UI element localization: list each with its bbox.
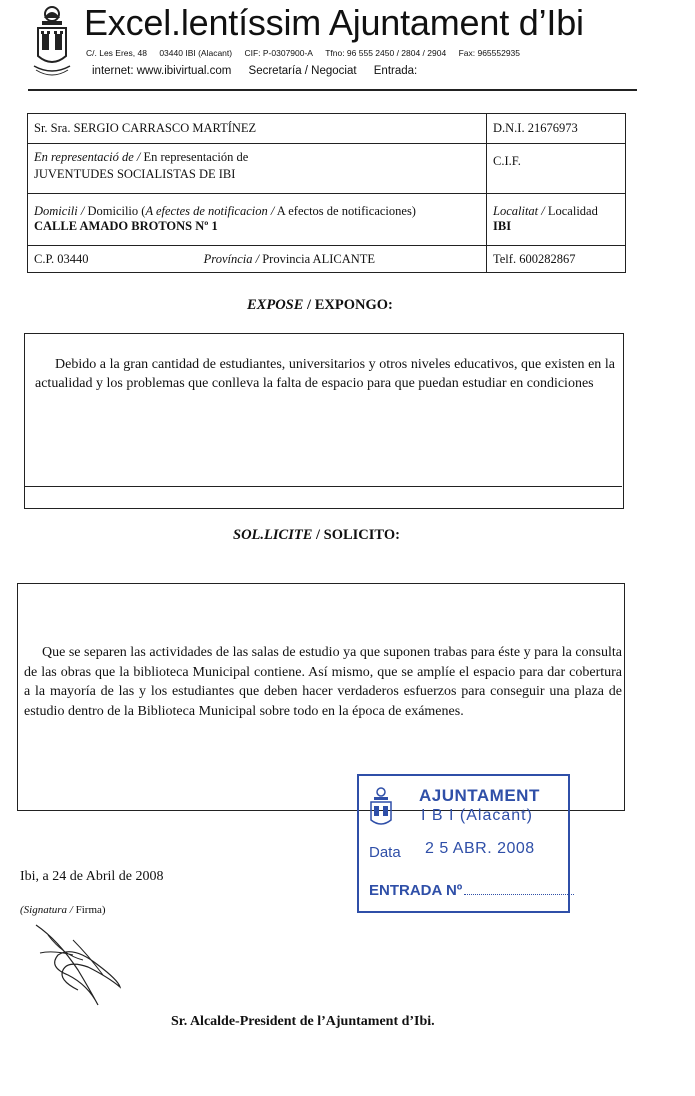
stamp-date: 2 5 ABR. 2008: [425, 840, 535, 857]
phone-numbers: Tfno: 96 555 2450 / 2804 / 2904: [325, 48, 447, 58]
representation-label-ca: En representació de /: [34, 150, 141, 164]
website: internet: www.ibivirtual.com: [92, 65, 232, 77]
solicito-heading: [233, 527, 400, 544]
domicile-note-es: A efectos de notificaciones): [274, 204, 416, 218]
applicant-phone: Telf. 600282867: [487, 246, 626, 273]
department-label: Secretaría / Negociat: [248, 65, 357, 77]
expose-text: [35, 356, 615, 393]
representation-label-es: En representación de: [140, 150, 249, 164]
solicito-heading-es: / SOLICITO:: [312, 527, 400, 543]
solicito-heading-ca: SOL.LICITE: [233, 527, 313, 543]
signature-label-es: Firma): [72, 904, 106, 916]
stamp-title: AJUNTAMENT: [419, 786, 540, 805]
postal-address: 03440 IBI (Alacant): [159, 48, 233, 58]
domicile-label-es: Domicilio (: [84, 204, 146, 218]
cif-cell: [487, 144, 626, 194]
cif-number: CIF: P-0307900-A: [244, 48, 313, 58]
addressee: Sr. Alcalde-President de l’Ajuntament d’Ibi.: [171, 1014, 435, 1029]
stamp-date-label: Data: [369, 844, 401, 861]
applicant-dni: D.N.I. 21676973: [487, 114, 626, 144]
locality-cell: [487, 194, 626, 246]
cp-province-cell: [28, 246, 487, 273]
expose-box-divider: [24, 486, 622, 487]
province-label: Província /: [203, 251, 260, 266]
stamp-location: I B I (Alacant): [421, 807, 533, 824]
domicile-note-ca: A efectes de notificacion /: [145, 204, 275, 218]
handwritten-signature: [28, 915, 128, 1015]
stamp-crest-icon: [367, 786, 395, 834]
expose-heading: [247, 297, 393, 314]
applicant-name: Sr. Sra. SERGIO CARRASCO MARTÍNEZ: [28, 114, 487, 144]
street-address: C/. Les Eres, 48: [86, 48, 147, 58]
representation-value: JUVENTUDES SOCIALISTAS DE IBI: [34, 167, 236, 181]
header-divider: [28, 89, 637, 91]
representation-cell: [28, 144, 487, 194]
signature-label-ca: (Signatura /: [20, 904, 73, 916]
postal-code: C.P. 03440: [34, 251, 89, 266]
institution-title: Excel.lentíssim Ajuntament d’Ibi: [84, 2, 584, 43]
registry-stamp: [357, 774, 570, 913]
stamp-entry-label: ENTRADA Nº: [369, 882, 463, 899]
entry-label: Entrada:: [373, 65, 418, 77]
applicant-table: [27, 113, 626, 273]
cif-label: C.I.F.: [493, 154, 521, 168]
municipal-crest-icon: [30, 4, 74, 80]
expose-heading-es: / EXPONGO:: [303, 297, 393, 313]
solicito-text: [24, 643, 622, 721]
locality-label-ca: Localitat /: [493, 204, 545, 218]
fax-number: Fax: 965552935: [458, 48, 521, 58]
solicito-body: Que se separen las actividades de las salas de estudio ya que suponen trabas para éste y para la consulta de las obras que la biblioteca Municipal contiene. Así mismo, que se amplíe el espacio para dar cobertura a la mayoría de las y los estudiantes que deben hacer verdaderos esfuerzos para conseguir una plaza de estudio dentro de la Biblioteca Municipal sobre todo en la época de exámenes.: [24, 645, 622, 719]
domicile-label-ca: Domicili /: [34, 204, 85, 218]
domicile-value: CALLE AMADO BROTONS Nº 1: [34, 219, 218, 233]
expose-heading-ca: EXPOSE: [247, 297, 304, 313]
web-line: [92, 65, 431, 77]
address-line: [86, 48, 530, 58]
province-value: Provincia ALICANTE: [259, 251, 376, 266]
expose-body: Debido a la gran cantidad de estudiantes, universitarios y otros niveles educativos, que existen en la actualidad y los problemas que conlleva la falta de espacio para que puedan estudiar en condiciones: [35, 357, 615, 391]
stamp-entry-blank: [464, 882, 574, 895]
stamp-entry: [369, 882, 574, 899]
place-and-date: Ibi, a 24 de Abril de 2008: [20, 869, 164, 884]
locality-value: IBI: [493, 219, 512, 233]
domicile-cell: [28, 194, 487, 246]
locality-label-es: Localidad: [544, 204, 598, 218]
